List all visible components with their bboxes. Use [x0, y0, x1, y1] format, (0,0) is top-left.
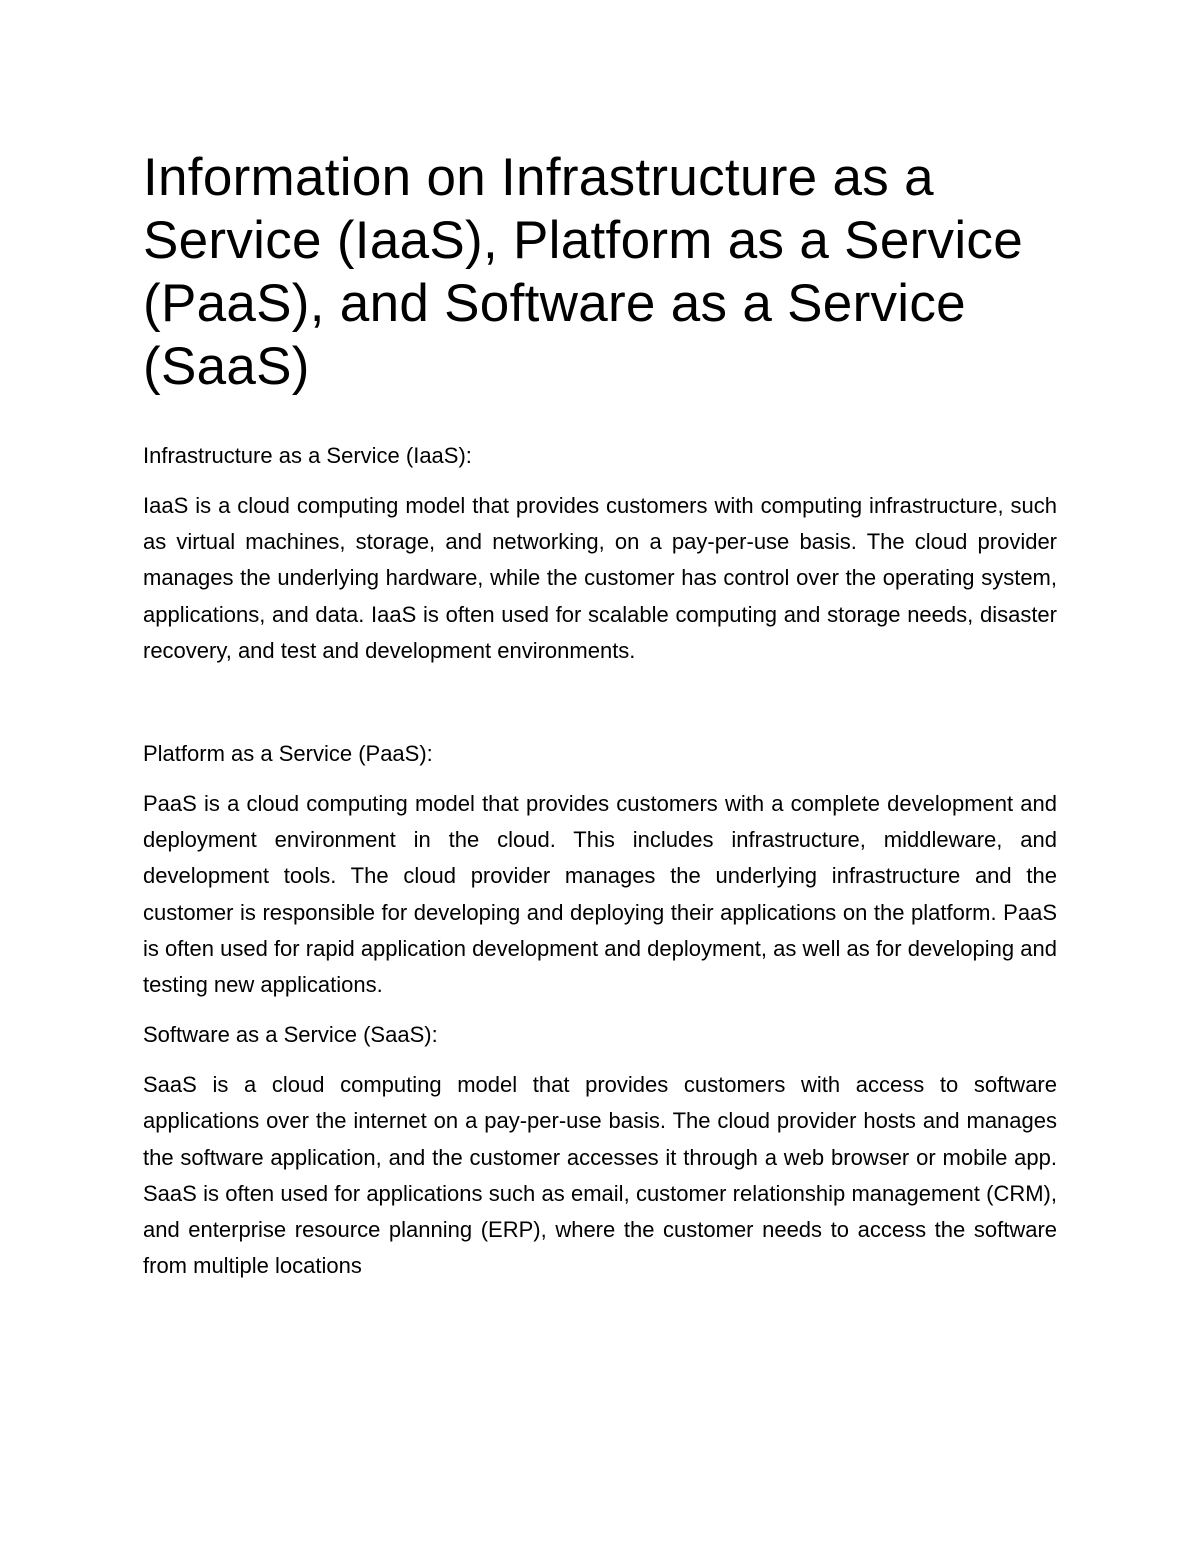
section-heading-saas: Software as a Service (SaaS): [143, 1022, 438, 1048]
section-body-saas: SaaS is a cloud computing model that provides customers with access to software applications over the internet on a pay-per-use basis. The cloud provider hosts and manages the software application, and the customer accesses it through a web browser or mobile app. SaaS is often used for applications such as email, customer relationship management (CRM), and enterprise resource planning (ERP), where the customer needs to access the software from multiple locations [143, 1072, 1057, 1279]
section-body-iaas: IaaS is a cloud computing model that provides customers with computing infrastructure, such as virtual machines, storage, and networking, on a pay-per-use basis. The cloud provider manages the underlying hardware, while the customer has control over the operating system, applications, and data. IaaS is often used for scalable computing and storage needs, disaster recovery, and test and development environments. [143, 493, 1057, 663]
document-title: Information on Infrastructure as a Service (IaaS), Platform as a Service (PaaS), and Software as a Service (SaaS) [143, 148, 1024, 396]
section-heading-paas: Platform as a Service (PaaS): [143, 741, 433, 767]
section-heading-iaas: Infrastructure as a Service (IaaS): [143, 443, 472, 468]
section-body-paas: PaaS is a cloud computing model that provides customers with a complete development and deployment environment in the cloud. This includes infrastructure, middleware, and development tools. The cloud provider manages the underlying infrastructure and the customer is responsible for developing and deploying their applications on the platform. PaaS is often used for rapid application development and deployment, as well as for developing and testing new applications. [143, 791, 1057, 998]
document-content [143, 146, 1057, 1284]
